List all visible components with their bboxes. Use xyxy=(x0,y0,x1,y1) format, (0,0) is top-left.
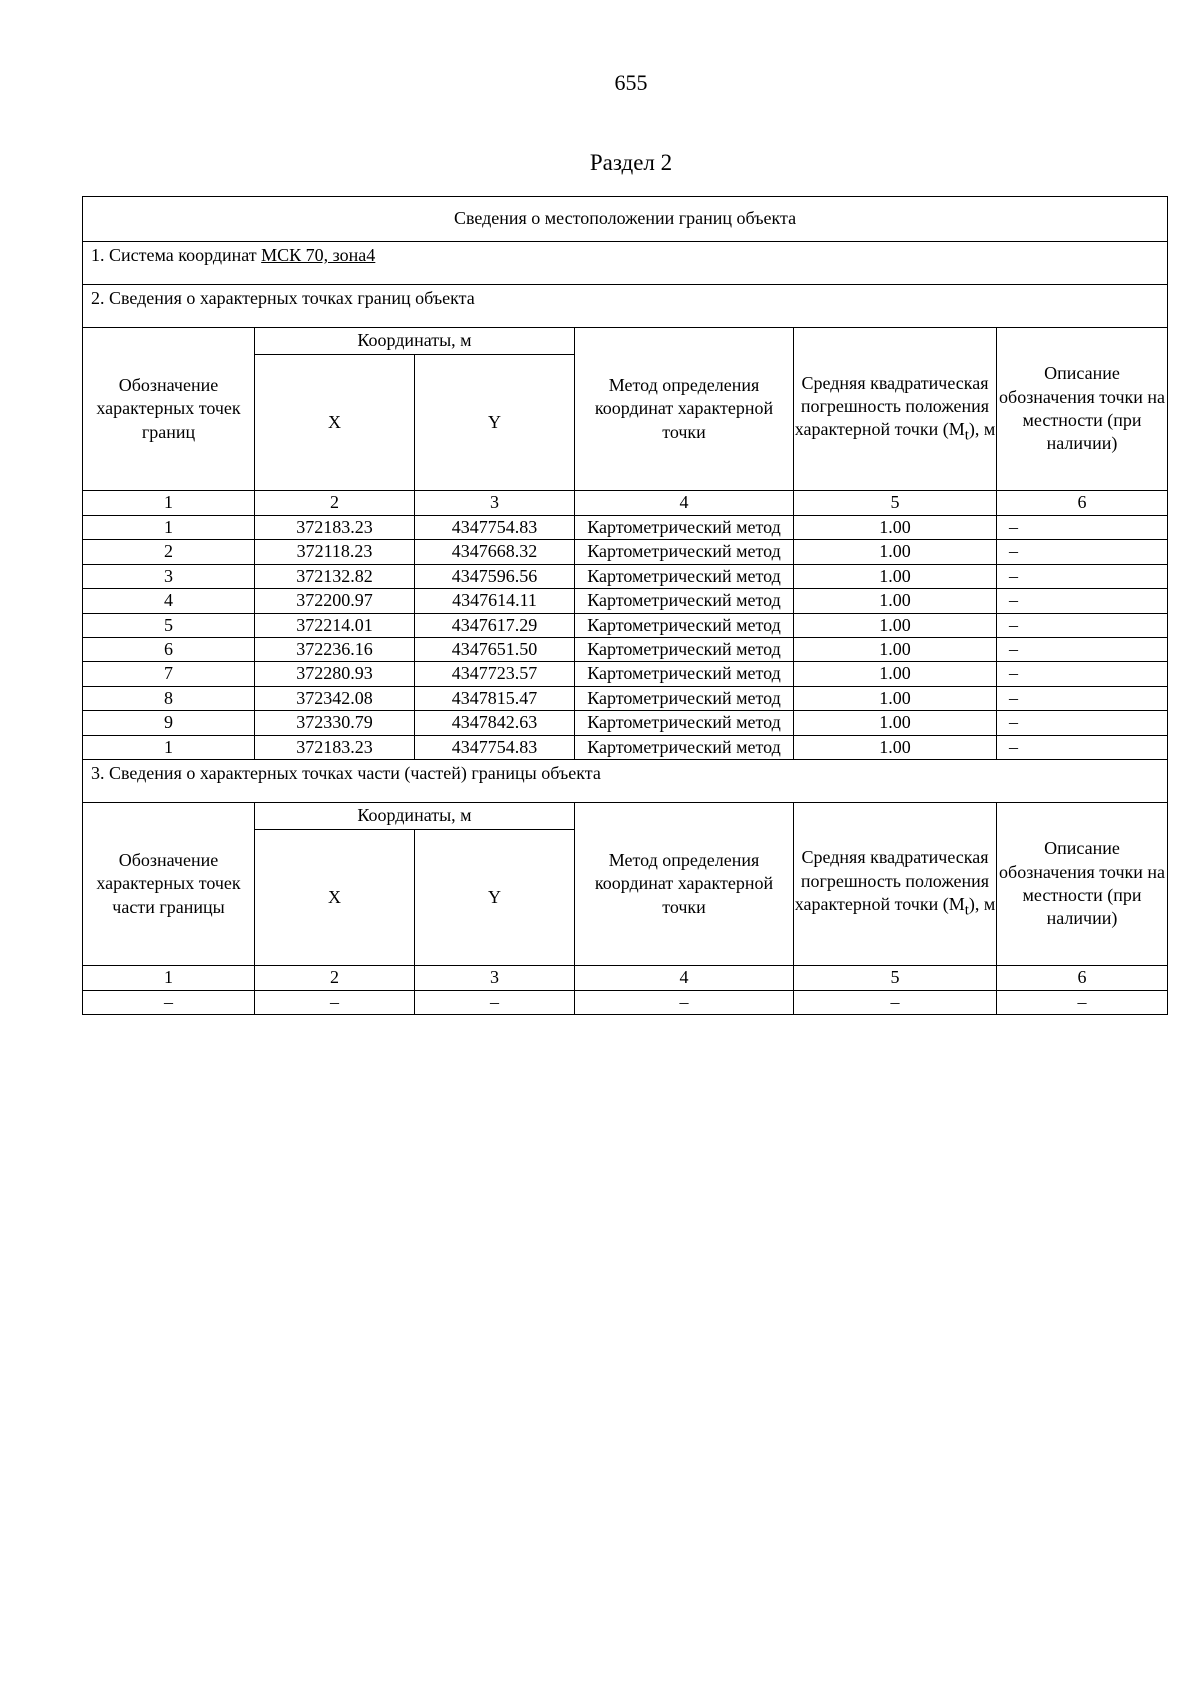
empty-cell: – xyxy=(255,990,415,1014)
point-x: 372342.08 xyxy=(255,686,415,710)
column-number: 1 xyxy=(83,965,255,990)
parts-coords-header: Координаты, м xyxy=(255,802,575,829)
point-desc: – xyxy=(997,637,1168,661)
table-row xyxy=(83,613,1168,637)
point-error: 1.00 xyxy=(794,613,997,637)
point-y: 4347723.57 xyxy=(415,662,575,686)
coord-system-value: МСК 70, зона4 xyxy=(261,245,376,265)
parts-y-header: Y xyxy=(415,829,575,965)
parts-method-header: Метод определения координат характерной точки xyxy=(575,802,794,965)
parts-section-title: 3. Сведения о характерных точках части (частей) границы объекта xyxy=(83,759,1168,802)
point-y: 4347842.63 xyxy=(415,711,575,735)
col-y-header: Y xyxy=(415,355,575,491)
point-desc: – xyxy=(997,589,1168,613)
point-desc: – xyxy=(997,516,1168,540)
point-x: 372236.16 xyxy=(255,637,415,661)
point-method: Картометрический метод xyxy=(575,516,794,540)
boundary-table xyxy=(82,196,1168,1015)
point-id: 8 xyxy=(83,686,255,710)
col-method-header: Метод определения координат характерной точки xyxy=(575,328,794,491)
empty-cell: – xyxy=(575,990,794,1014)
point-desc: – xyxy=(997,540,1168,564)
point-error: 1.00 xyxy=(794,686,997,710)
error-header-tail: ), м xyxy=(968,419,996,440)
column-number: 3 xyxy=(415,491,575,516)
column-number: 5 xyxy=(794,491,997,516)
point-method: Картометрический метод xyxy=(575,589,794,613)
point-y: 4347815.47 xyxy=(415,686,575,710)
column-number: 6 xyxy=(997,491,1168,516)
point-desc: – xyxy=(997,686,1168,710)
point-desc: – xyxy=(997,711,1168,735)
point-desc: – xyxy=(997,662,1168,686)
point-method: Картометрический метод xyxy=(575,711,794,735)
error-header-sub: t xyxy=(964,427,969,444)
coord-system-label: 1. Система координат xyxy=(91,245,262,265)
empty-cell: – xyxy=(415,990,575,1014)
point-method: Картометрический метод xyxy=(575,662,794,686)
point-x: 372200.97 xyxy=(255,589,415,613)
point-y: 4347651.50 xyxy=(415,637,575,661)
point-x: 372214.01 xyxy=(255,613,415,637)
point-x: 372330.79 xyxy=(255,711,415,735)
point-id: 4 xyxy=(83,589,255,613)
table-row xyxy=(83,686,1168,710)
table-row xyxy=(83,516,1168,540)
parts-column-numbers-row xyxy=(83,965,1168,990)
column-number: 3 xyxy=(415,965,575,990)
point-desc: – xyxy=(997,613,1168,637)
point-method: Картометрический метод xyxy=(575,613,794,637)
points-section-title: 2. Сведения о характерных точках границ объекта xyxy=(83,285,1168,328)
table-row xyxy=(83,564,1168,588)
point-error: 1.00 xyxy=(794,637,997,661)
point-error: 1.00 xyxy=(794,589,997,613)
table-row xyxy=(83,711,1168,735)
table-row xyxy=(83,990,1168,1014)
point-error: 1.00 xyxy=(794,711,997,735)
table-title: Сведения о местоположении границ объекта xyxy=(83,197,1168,242)
parts-x-header: X xyxy=(255,829,415,965)
column-number: 1 xyxy=(83,491,255,516)
parts-error-tail: ), м xyxy=(968,894,996,915)
point-id: 1 xyxy=(83,735,255,759)
empty-cell: – xyxy=(794,990,997,1014)
table-row xyxy=(83,662,1168,686)
point-id: 2 xyxy=(83,540,255,564)
point-method: Картометрический метод xyxy=(575,686,794,710)
point-method: Картометрический метод xyxy=(575,735,794,759)
col-designation-header: Обозначение характерных точек границ xyxy=(83,328,255,491)
table-row xyxy=(83,589,1168,613)
point-id: 6 xyxy=(83,637,255,661)
point-error: 1.00 xyxy=(794,516,997,540)
column-number: 6 xyxy=(997,965,1168,990)
section-title: Раздел 2 xyxy=(589,150,673,175)
point-error: 1.00 xyxy=(794,735,997,759)
point-x: 372183.23 xyxy=(255,735,415,759)
point-error: 1.00 xyxy=(794,564,997,588)
table-row xyxy=(83,540,1168,564)
point-method: Картометрический метод xyxy=(575,564,794,588)
column-number: 4 xyxy=(575,491,794,516)
column-number: 2 xyxy=(255,491,415,516)
point-id: 3 xyxy=(83,564,255,588)
point-y: 4347614.11 xyxy=(415,589,575,613)
point-error: 1.00 xyxy=(794,662,997,686)
point-id: 9 xyxy=(83,711,255,735)
point-x: 372183.23 xyxy=(255,516,415,540)
point-y: 4347617.29 xyxy=(415,613,575,637)
point-y: 4347596.56 xyxy=(415,564,575,588)
point-y: 4347668.32 xyxy=(415,540,575,564)
coord-system-row xyxy=(83,242,1168,285)
point-y: 4347754.83 xyxy=(415,735,575,759)
column-number: 4 xyxy=(575,965,794,990)
page-number: 655 xyxy=(614,70,648,95)
empty-cell: – xyxy=(997,990,1168,1014)
point-desc: – xyxy=(997,735,1168,759)
col-description-header: Описание обозначения точки на местности (при наличии) xyxy=(997,328,1168,491)
point-id: 7 xyxy=(83,662,255,686)
point-method: Картометрический метод xyxy=(575,637,794,661)
point-error: 1.00 xyxy=(794,540,997,564)
column-number: 2 xyxy=(255,965,415,990)
parts-error-text: Средняя квадратическая погрешность положения характерной точки (M xyxy=(794,847,990,915)
parts-description-header: Описание обозначения точки на местности (при наличии) xyxy=(997,802,1168,965)
point-x: 372132.82 xyxy=(255,564,415,588)
table-row xyxy=(83,735,1168,759)
point-method: Картометрический метод xyxy=(575,540,794,564)
error-header-text: Средняя квадратическая погрешность положения характерной точки (M xyxy=(794,372,990,440)
col-error-header xyxy=(794,328,997,491)
point-desc: – xyxy=(997,564,1168,588)
point-y: 4347754.83 xyxy=(415,516,575,540)
point-x: 372118.23 xyxy=(255,540,415,564)
point-id: 5 xyxy=(83,613,255,637)
parts-error-sub: t xyxy=(964,902,969,919)
column-number: 5 xyxy=(794,965,997,990)
table-row xyxy=(83,637,1168,661)
col-coords-header: Координаты, м xyxy=(255,328,575,355)
column-numbers-row xyxy=(83,491,1168,516)
point-id: 1 xyxy=(83,516,255,540)
empty-cell: – xyxy=(83,990,255,1014)
col-x-header: X xyxy=(255,355,415,491)
point-x: 372280.93 xyxy=(255,662,415,686)
parts-designation-header: Обозначение характерных точек части границы xyxy=(83,802,255,965)
parts-error-header xyxy=(794,802,997,965)
